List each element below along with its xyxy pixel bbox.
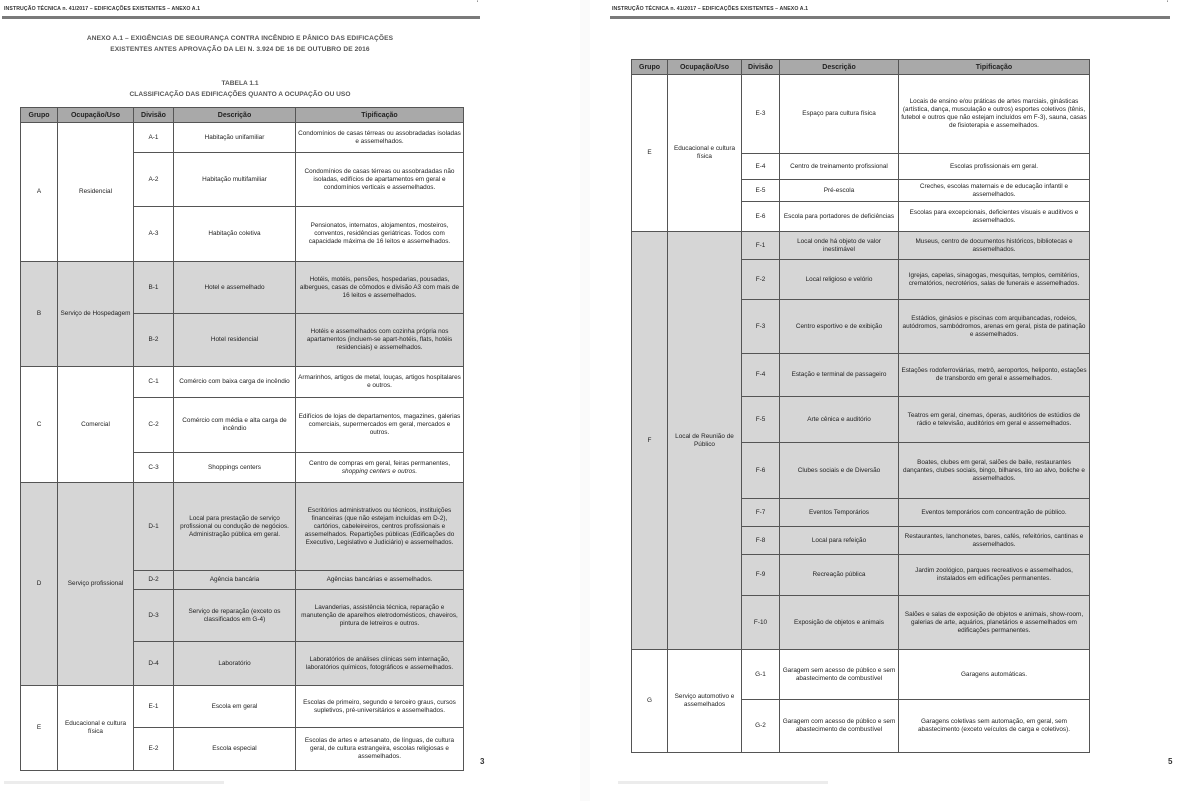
- typification: Escolas de artes e artesanato, de línguas, de cultura geral, de cultura estrangeira, escolas religiosas e assemelhados.: [296, 728, 464, 771]
- table-row: [632, 232, 1090, 260]
- col-header-ocupacao: Ocupação/Uso: [58, 108, 134, 123]
- group-use: Residencial: [58, 123, 134, 262]
- description: Habitação unifamiliar: [174, 123, 296, 153]
- description: Escola em geral: [174, 686, 296, 728]
- typification: Creches, escolas maternais e de educação infantil e assemelhados.: [899, 180, 1090, 202]
- description: Centro esportivo e de exibição: [780, 300, 899, 354]
- classification-table-part2: [631, 59, 1090, 753]
- description: Local para refeição: [780, 527, 899, 555]
- description: Shoppings centers: [174, 453, 296, 483]
- description: Habitação coletiva: [174, 207, 296, 262]
- division: C-1: [134, 367, 174, 398]
- group-use: Serviço profissional: [58, 483, 134, 686]
- division: A-1: [134, 123, 174, 153]
- page-corner-mark: ˈ: [1166, 0, 1170, 11]
- table-row: [21, 686, 464, 728]
- group-code: B: [21, 262, 58, 367]
- page-number: 5: [1168, 757, 1173, 766]
- table-row: [21, 367, 464, 398]
- typification: Escolas de primeiro, segundo e terceiro graus, cursos supletivos, pré-universitários e assemelhados.: [296, 686, 464, 728]
- header-rule: [610, 16, 1170, 19]
- typification: Locais de ensino e/ou práticas de artes marciais, ginásticas (artística, dança, musculação e outros) esportes coletivos (tênis, futebol e outros que não estejam incluídos em F-3), sauna, casas de fisioterapia e assemelhados.: [899, 75, 1090, 154]
- description: Arte cênica e auditório: [780, 397, 899, 443]
- division: A-2: [134, 153, 174, 207]
- page-5: [590, 0, 1182, 801]
- typification: Museus, centro de documentos históricos, bibliotecas e assemelhados.: [899, 232, 1090, 260]
- division: C-2: [134, 398, 174, 453]
- division: F-2: [742, 260, 780, 300]
- description: Escola para portadores de deficiências: [780, 202, 899, 232]
- description: Clubes sociais e de Diversão: [780, 443, 899, 499]
- group-code: F: [632, 232, 668, 650]
- annex-title-line1: ANEXO A.1 – EXIGÊNCIAS DE SEGURANÇA CONTRA INCÊNDIO E PÂNICO DAS EDIFICAÇÕES: [86, 35, 394, 42]
- description: Estação e terminal de passageiro: [780, 354, 899, 397]
- page-gutter: [580, 0, 590, 801]
- col-header-grupo: Grupo: [632, 60, 668, 75]
- division: F-7: [742, 499, 780, 527]
- description: Local onde há objeto de valor inestimável: [780, 232, 899, 260]
- description: Agência bancária: [174, 571, 296, 590]
- division: B-1: [134, 262, 174, 314]
- group-use: Educacional e cultura física: [58, 686, 134, 771]
- page-3: [0, 0, 580, 801]
- typification: Garagens coletivas sem automação, em geral, sem abastecimento (exceto veículos de carga e coletivos).: [899, 700, 1090, 753]
- col-header-grupo: Grupo: [21, 108, 58, 123]
- typification: Laboratórios de análises clínicas sem internação, laboratórios químicos, fotográficos e assemelhados.: [296, 642, 464, 686]
- col-header-tipificacao: Tipificação: [296, 108, 464, 123]
- description: Recreação pública: [780, 555, 899, 596]
- table-header-row: [632, 60, 1090, 75]
- description: Habitação multifamiliar: [174, 153, 296, 207]
- group-code: C: [21, 367, 58, 483]
- typification: Escolas profissionais em geral.: [899, 154, 1090, 180]
- typification-plain: Centro de compras em geral, feiras permanentes,: [308, 459, 450, 467]
- typification-italic: shopping centers e outros.: [341, 467, 418, 475]
- table-row: [21, 123, 464, 153]
- classification-table-part1: [20, 107, 464, 771]
- typification: Escolas para excepcionais, deficientes visuais e auditivos e assemelhados.: [899, 202, 1090, 232]
- division: G-2: [742, 700, 780, 753]
- table-caption: [0, 78, 480, 100]
- division: F-5: [742, 397, 780, 443]
- header-rule: [2, 16, 480, 19]
- division: G-1: [742, 650, 780, 700]
- typification: Estações rodoferroviárias, metrô, aeroportos, heliponto, estações de transbordo em geral e assemelhados.: [899, 354, 1090, 397]
- annex-title: [0, 33, 480, 55]
- division: E-2: [134, 728, 174, 771]
- annex-title-line2: EXISTENTES ANTES APROVAÇÃO DA LEI N. 3.924 DE 16 DE OUTUBRO DE 2016: [110, 46, 370, 53]
- typification: Hotéis e assemelhados com cozinha própria nos apartamentos (incluem-se apart-hotéis, flats, hotéis residenciais) e assemelhados.: [296, 314, 464, 367]
- col-header-descricao: Descrição: [780, 60, 899, 75]
- footer-text-line: [618, 781, 828, 784]
- description: Serviço de reparação (exceto os classificados em G-4): [174, 590, 296, 642]
- typification: Escritórios administrativos ou técnicos, instituições financeiras (que não estejam incluídas em D-2), cartórios, cabeleireiros, centros profissionais e assemelhados. Repartições públicas (Edificações do Executivo, Legislativo e Judiciário) e assemelhados.: [296, 483, 464, 571]
- typification: Teatros em geral, cinemas, óperas, auditórios de estúdios de rádio e televisão, auditórios em geral e assemelhados.: [899, 397, 1090, 443]
- typification: [296, 453, 464, 483]
- footer-text-line: [4, 781, 224, 784]
- division: D-1: [134, 483, 174, 571]
- description: Hotel residencial: [174, 314, 296, 367]
- col-header-ocupacao: Ocupação/Uso: [668, 60, 742, 75]
- description: Exposição de objetos e animais: [780, 596, 899, 650]
- description: Comércio com média e alta carga de incêndio: [174, 398, 296, 453]
- table-header-row: [21, 108, 464, 123]
- description: Escola especial: [174, 728, 296, 771]
- division: F-3: [742, 300, 780, 354]
- typification: Restaurantes, lanchonetes, bares, cafés, refeitórios, cantinas e assemelhados.: [899, 527, 1090, 555]
- group-use: Comercial: [58, 367, 134, 483]
- typification: Edifícios de lojas de departamentos, magazines, galerias comerciais, supermercados em geral, mercados e outros.: [296, 398, 464, 453]
- division: F-9: [742, 555, 780, 596]
- col-header-descricao: Descrição: [174, 108, 296, 123]
- division: E-3: [742, 75, 780, 154]
- typification: Jardim zoológico, parques recreativos e assemelhados, instalados em edificações permanentes.: [899, 555, 1090, 596]
- group-code: A: [21, 123, 58, 262]
- division: F-1: [742, 232, 780, 260]
- running-header: INSTRUÇÃO TÉCNICA n. 41/2017 – EDIFICAÇÕES EXISTENTES – ANEXO A.1: [612, 6, 809, 12]
- group-code: E: [21, 686, 58, 771]
- description: Local para prestação de serviço profissional ou condução de negócios. Administração pública em geral.: [174, 483, 296, 571]
- division: F-6: [742, 443, 780, 499]
- description: Laboratório: [174, 642, 296, 686]
- table-row: [632, 75, 1090, 154]
- description: Local religioso e velório: [780, 260, 899, 300]
- division: F-10: [742, 596, 780, 650]
- division: D-2: [134, 571, 174, 590]
- page-number: 3: [480, 757, 485, 766]
- division: E-1: [134, 686, 174, 728]
- division: D-3: [134, 590, 174, 642]
- running-header: INSTRUÇÃO TÉCNICA n. 41/2017 – EDIFICAÇÕES EXISTENTES – ANEXO A.1: [4, 6, 201, 12]
- typification: Agências bancárias e assemelhados.: [296, 571, 464, 590]
- typification: Armarinhos, artigos de metal, louças, artigos hospitalares e outros.: [296, 367, 464, 398]
- typification: Igrejas, capelas, sinagogas, mesquitas, templos, cemitérios, crematórios, necrotérios, salas de funerais e assemelhados.: [899, 260, 1090, 300]
- description: Comércio com baixa carga de incêndio: [174, 367, 296, 398]
- col-header-divisao: Divisão: [134, 108, 174, 123]
- typification: Condomínios de casas térreas ou assobradadas isoladas e assemelhados.: [296, 123, 464, 153]
- division: D-4: [134, 642, 174, 686]
- description: Centro de treinamento profissional: [780, 154, 899, 180]
- division: E-4: [742, 154, 780, 180]
- division: E-5: [742, 180, 780, 202]
- description: Pré-escola: [780, 180, 899, 202]
- division: E-6: [742, 202, 780, 232]
- typification: Lavanderias, assistência técnica, reparação e manutenção de aparelhos eletrodomésticos, chaveiros, pintura de letreiros e outros.: [296, 590, 464, 642]
- division: F-8: [742, 527, 780, 555]
- division: F-4: [742, 354, 780, 397]
- group-use: Educacional e cultura física: [668, 75, 742, 232]
- group-use: Serviço automotivo e assemelhados: [668, 650, 742, 753]
- typification: Pensionatos, internatos, alojamentos, mosteiros, conventos, residências geriátricas. Todos com capacidade máxima de 16 leitos e assemelhados.: [296, 207, 464, 262]
- group-use: Serviço de Hospedagem: [58, 262, 134, 367]
- typification: Estádios, ginásios e piscinas com arquibancadas, rodeios, autódromos, sambódromos, arenas em geral, pista de patinação e assemelhados.: [899, 300, 1090, 354]
- typification: Eventos temporários com concentração de público.: [899, 499, 1090, 527]
- description: Hotel e assemelhado: [174, 262, 296, 314]
- description: Garagem sem acesso de público e sem abastecimento de combustível: [780, 650, 899, 700]
- table-row: [21, 483, 464, 571]
- col-header-divisao: Divisão: [742, 60, 780, 75]
- page-corner-mark: ˈ: [476, 0, 480, 11]
- group-use: Local de Reunião de Público: [668, 232, 742, 650]
- division: B-2: [134, 314, 174, 367]
- table-label: TABELA 1.1: [221, 80, 259, 87]
- typification: Garagens automáticas.: [899, 650, 1090, 700]
- typification: Salões e salas de exposição de objetos e animais, show-room, galerias de arte, aquários, planetários e assemelhados em edificações permanentes.: [899, 596, 1090, 650]
- group-code: D: [21, 483, 58, 686]
- typification: Hotéis, motéis, pensões, hospedarias, pousadas, albergues, casas de cômodos e divisão A3 com mais de 16 leitos e assemelhados.: [296, 262, 464, 314]
- table-row: [632, 650, 1090, 700]
- typification: Condomínios de casas térreas ou assobradadas não isoladas, edifícios de apartamentos em geral e condomínios verticais e assemelhados.: [296, 153, 464, 207]
- division: A-3: [134, 207, 174, 262]
- description: Garagem com acesso de público e sem abastecimento de combustível: [780, 700, 899, 753]
- typification: Boates, clubes em geral, salões de baile, restaurantes dançantes, clubes sociais, bingo, bilhares, tiro ao alvo, boliche e assemelhados.: [899, 443, 1090, 499]
- group-code: G: [632, 650, 668, 753]
- description: Eventos Temporários: [780, 499, 899, 527]
- col-header-tipificacao: Tipificação: [899, 60, 1090, 75]
- group-code: E: [632, 75, 668, 232]
- table-row: [21, 262, 464, 314]
- description: Espaço para cultura física: [780, 75, 899, 154]
- table-title: CLASSIFICAÇÃO DAS EDIFICAÇÕES QUANTO A OCUPAÇÃO OU USO: [129, 91, 351, 98]
- division: C-3: [134, 453, 174, 483]
